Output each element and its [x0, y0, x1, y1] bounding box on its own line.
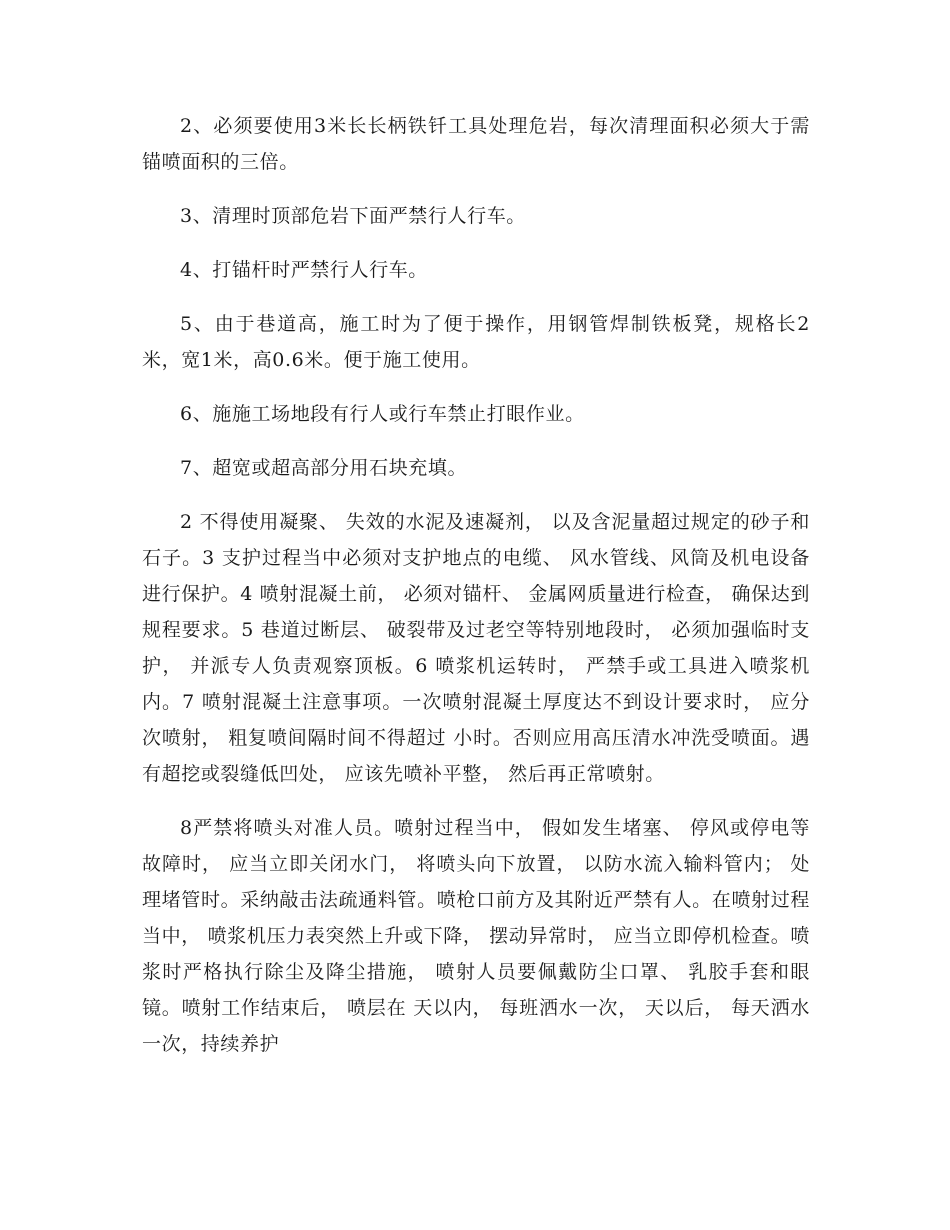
paragraph-item-5: 5、由于巷道高，施工时为了便于操作，用钢管焊制铁板凳，规格长2米，宽1米，高0.6米。便于施工使用。 — [142, 313, 810, 371]
paragraph-item-7: 7、超宽或超高部分用石块充填。 — [180, 457, 468, 479]
paragraph-safety-item-8: 8严禁将喷头对准人员。喷射过程当中， 假如发生堵塞、 停风或停电等故障时， 应当立即关闭水门， 将喷头向下放置， 以防水流入输料管内； 处理堵管时。采纳敲击法疏通料管。喷枪口前方及其附近严禁有人。在喷射过程当中， 喷浆机压力表突然上升或下降， 摆动异常时， 应当立即停机检查。喷浆时严格执行除尘及降尘措施， 喷射人员要佩戴防尘口罩、 乳胶手套和眼镜。喷射工作结束后， 喷层在 天以内， 每班洒水一次， 天以后， 每天洒水一次，持续养护 — [142, 817, 810, 1055]
paragraph-item-3: 3、清理时顶部危岩下面严禁行人行车。 — [180, 205, 526, 227]
document-page — [142, 108, 810, 1062]
paragraph-item-6: 6、施施工场地段有行人或行车禁止打眼作业。 — [180, 403, 585, 425]
paragraph-shotcrete-requirements: 2 不得使用凝聚、 失效的水泥及速凝剂， 以及含泥量超过规定的砂子和石子。3 支护过程当中必须对支护地点的电缆、 风水管线、风筒及机电设备进行保护。4 喷射混凝土前， 必须对锚杆、 金属网质量进行检查， 确保达到规程要求。5 巷道过断层、 破裂带及过老空等特别地段时， 必须加强临时支护， 并派专人负责观察顶板。6 喷浆机运转时， 严禁手或工具进入喷浆机内。7 喷射混凝土注意事项。一次喷射混凝土厚度达不到设计要求时， 应分次喷射， 粗复喷间隔时间不得超过 小时。否则应用高压清水冲洗受喷面。遇有超挖或裂缝低凹处， 应该先喷补平整， 然后再正常喷射。 — [142, 511, 810, 785]
paragraph-item-4: 4、打锚杆时严禁行人行车。 — [180, 259, 428, 281]
paragraph-item-2: 2、必须要使用3米长长柄铁钎工具处理危岩，每次清理面积必须大于需锚喷面积的三倍。 — [142, 115, 810, 173]
